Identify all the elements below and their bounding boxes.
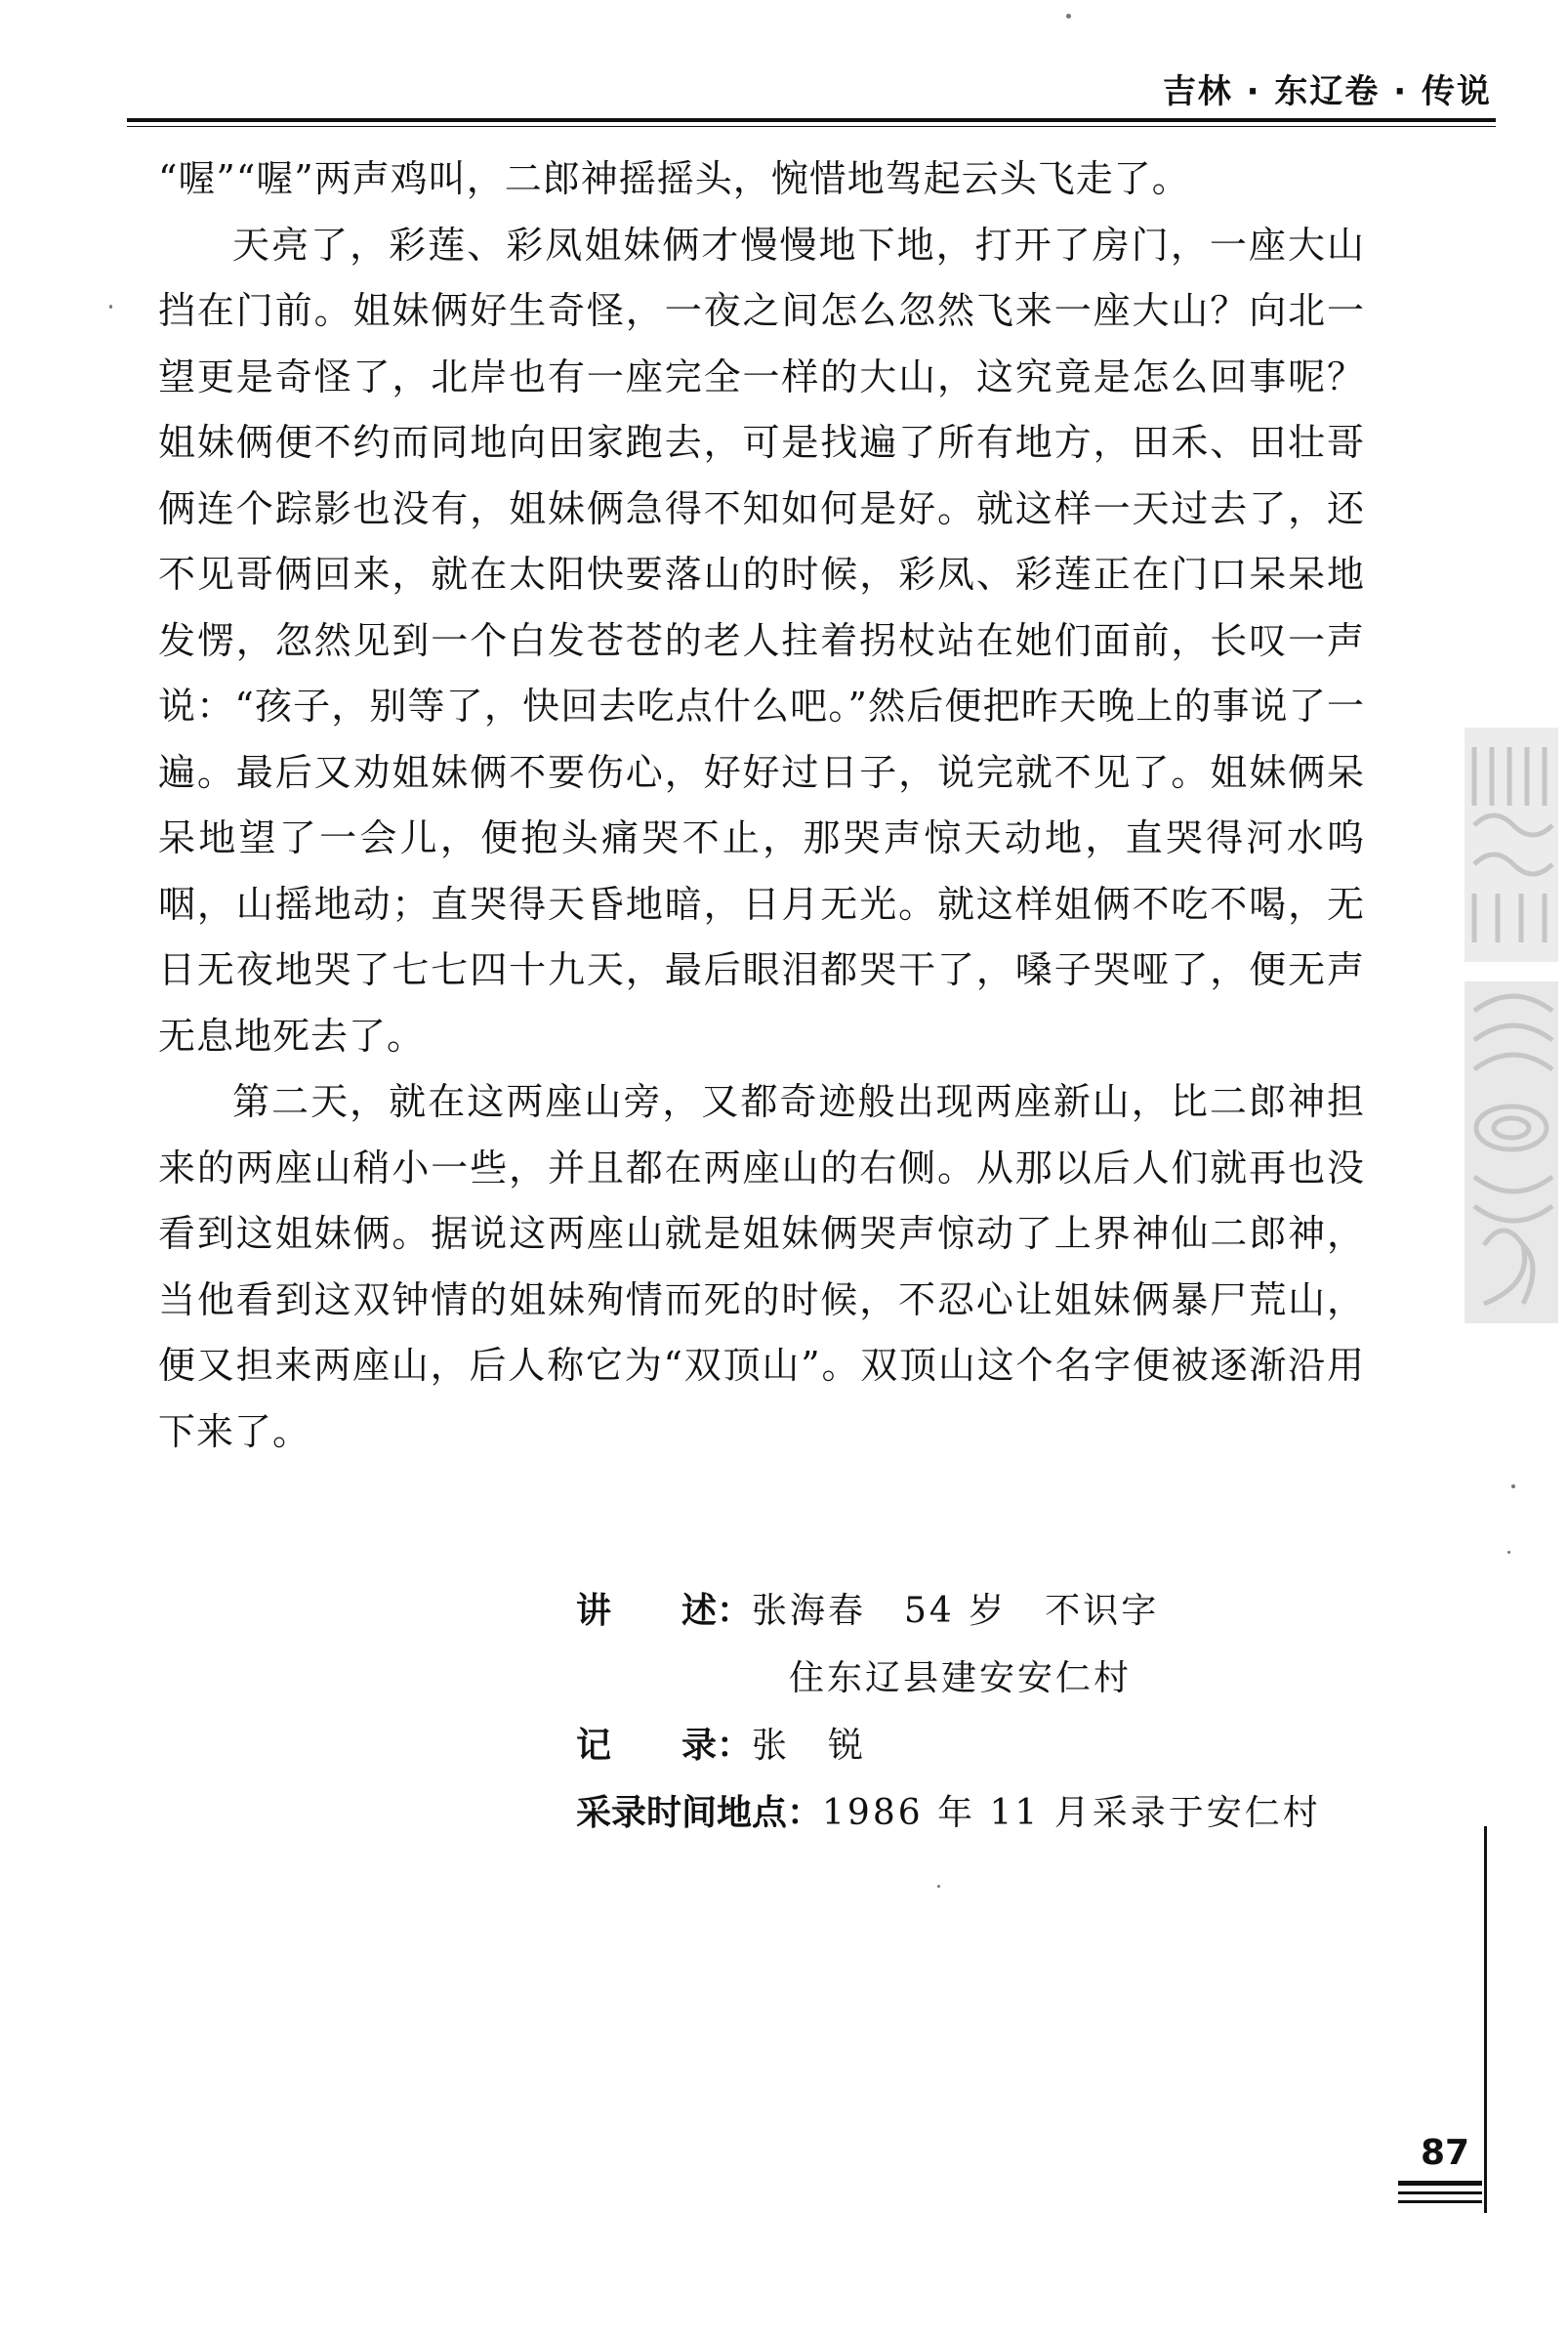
paragraph: 第二天，就在这两座山旁，又都奇迹般出现两座新山，比二郎神担来的两座山稍小一些，并且都在两座山的右侧。从那以后人们就再也没看到这姐妹俩。据说这两座山就是姐妹俩哭声惊动了上界神仙二郎神，当他看到这双钟情的姐妹殉情而死的时候，不忍心让姐妹俩暴尸荒山，便又担来两座山，后人称它为“双顶山”。双顶山这个名字便被逐渐沿用下来了。 <box>158 1080 1365 1453</box>
recorder-value: 张 锐 <box>752 1726 867 1766</box>
narrator-address-row <box>576 1645 1377 1712</box>
time-place-row <box>576 1779 1377 1847</box>
page-number: 87 <box>1420 2133 1470 2173</box>
narrator-label: 讲 述： <box>576 1591 753 1631</box>
margin-rule <box>1484 1826 1487 2213</box>
scan-speck <box>937 1885 940 1888</box>
narrator-address: 住东辽县建安安仁村 <box>789 1658 1133 1698</box>
scan-speck <box>1511 1484 1515 1488</box>
page-number-rule <box>1398 2191 1482 2194</box>
paragraph: “喔”“喔”两声鸡叫，二郎神摇摇头，惋惜地驾起云头飞走了。 <box>158 157 1190 200</box>
time-place-value: 1986 年 11 月采录于安仁村 <box>822 1793 1321 1833</box>
narrator-value: 张海春 54 岁 不识字 <box>752 1591 1160 1631</box>
narrator-row <box>576 1577 1377 1645</box>
credits-block <box>576 1577 1377 1847</box>
scan-speck <box>1507 1551 1510 1554</box>
page-number-rule <box>1398 2200 1482 2203</box>
recorder-row <box>576 1712 1377 1779</box>
page-number-rule <box>1398 2181 1482 2186</box>
paragraph: 天亮了，彩莲、彩凤姐妹俩才慢慢地下地，打开了房门，一座大山挡在门前。姐妹俩好生奇怪，一夜之间怎么忽然飞来一座大山？向北一望更是奇怪了，北岸也有一座完全一样的大山，这究竟是怎么回事呢？姐妹俩便不约而同地向田家跑去，可是找遍了所有地方，田禾、田壮哥俩连个踪影也没有，姐妹俩急得不知如何是好。就这样一天过去了，还不见哥俩回来，就在太阳快要落山的时候，彩凤、彩莲正在门口呆呆地发愣，忽然见到一个白发苍苍的老人拄着拐杖站在她们面前，长叹一声说：“孩子，别等了，快回去吃点什么吧。”然后便把昨天晚上的事说了一遍。最后又劝姐妹俩不要伤心，好好过日子，说完就不见了。姐妹俩呆呆地望了一会儿，便抱头痛哭不止，那哭声惊天动地，直哭得河水呜咽，山摇地动；直哭得天昏地暗，日月无光。就这样姐俩不吃不喝，无日无夜地哭了七七四十九天，最后眼泪都哭干了，嗓子哭哑了，便无声无息地死去了。 <box>158 223 1365 1058</box>
time-place-label: 采录时间地点： <box>576 1793 823 1833</box>
scan-speck <box>109 305 112 309</box>
scan-speck <box>1066 14 1071 19</box>
story-body <box>158 146 1365 1465</box>
header-rule <box>127 118 1496 122</box>
decorative-side-strip <box>1455 718 1568 1333</box>
recorder-label: 记 录： <box>576 1726 753 1766</box>
running-header: 吉林 · 东辽卷 · 传说 <box>1162 72 1492 111</box>
header-rule-thin <box>127 126 1496 127</box>
